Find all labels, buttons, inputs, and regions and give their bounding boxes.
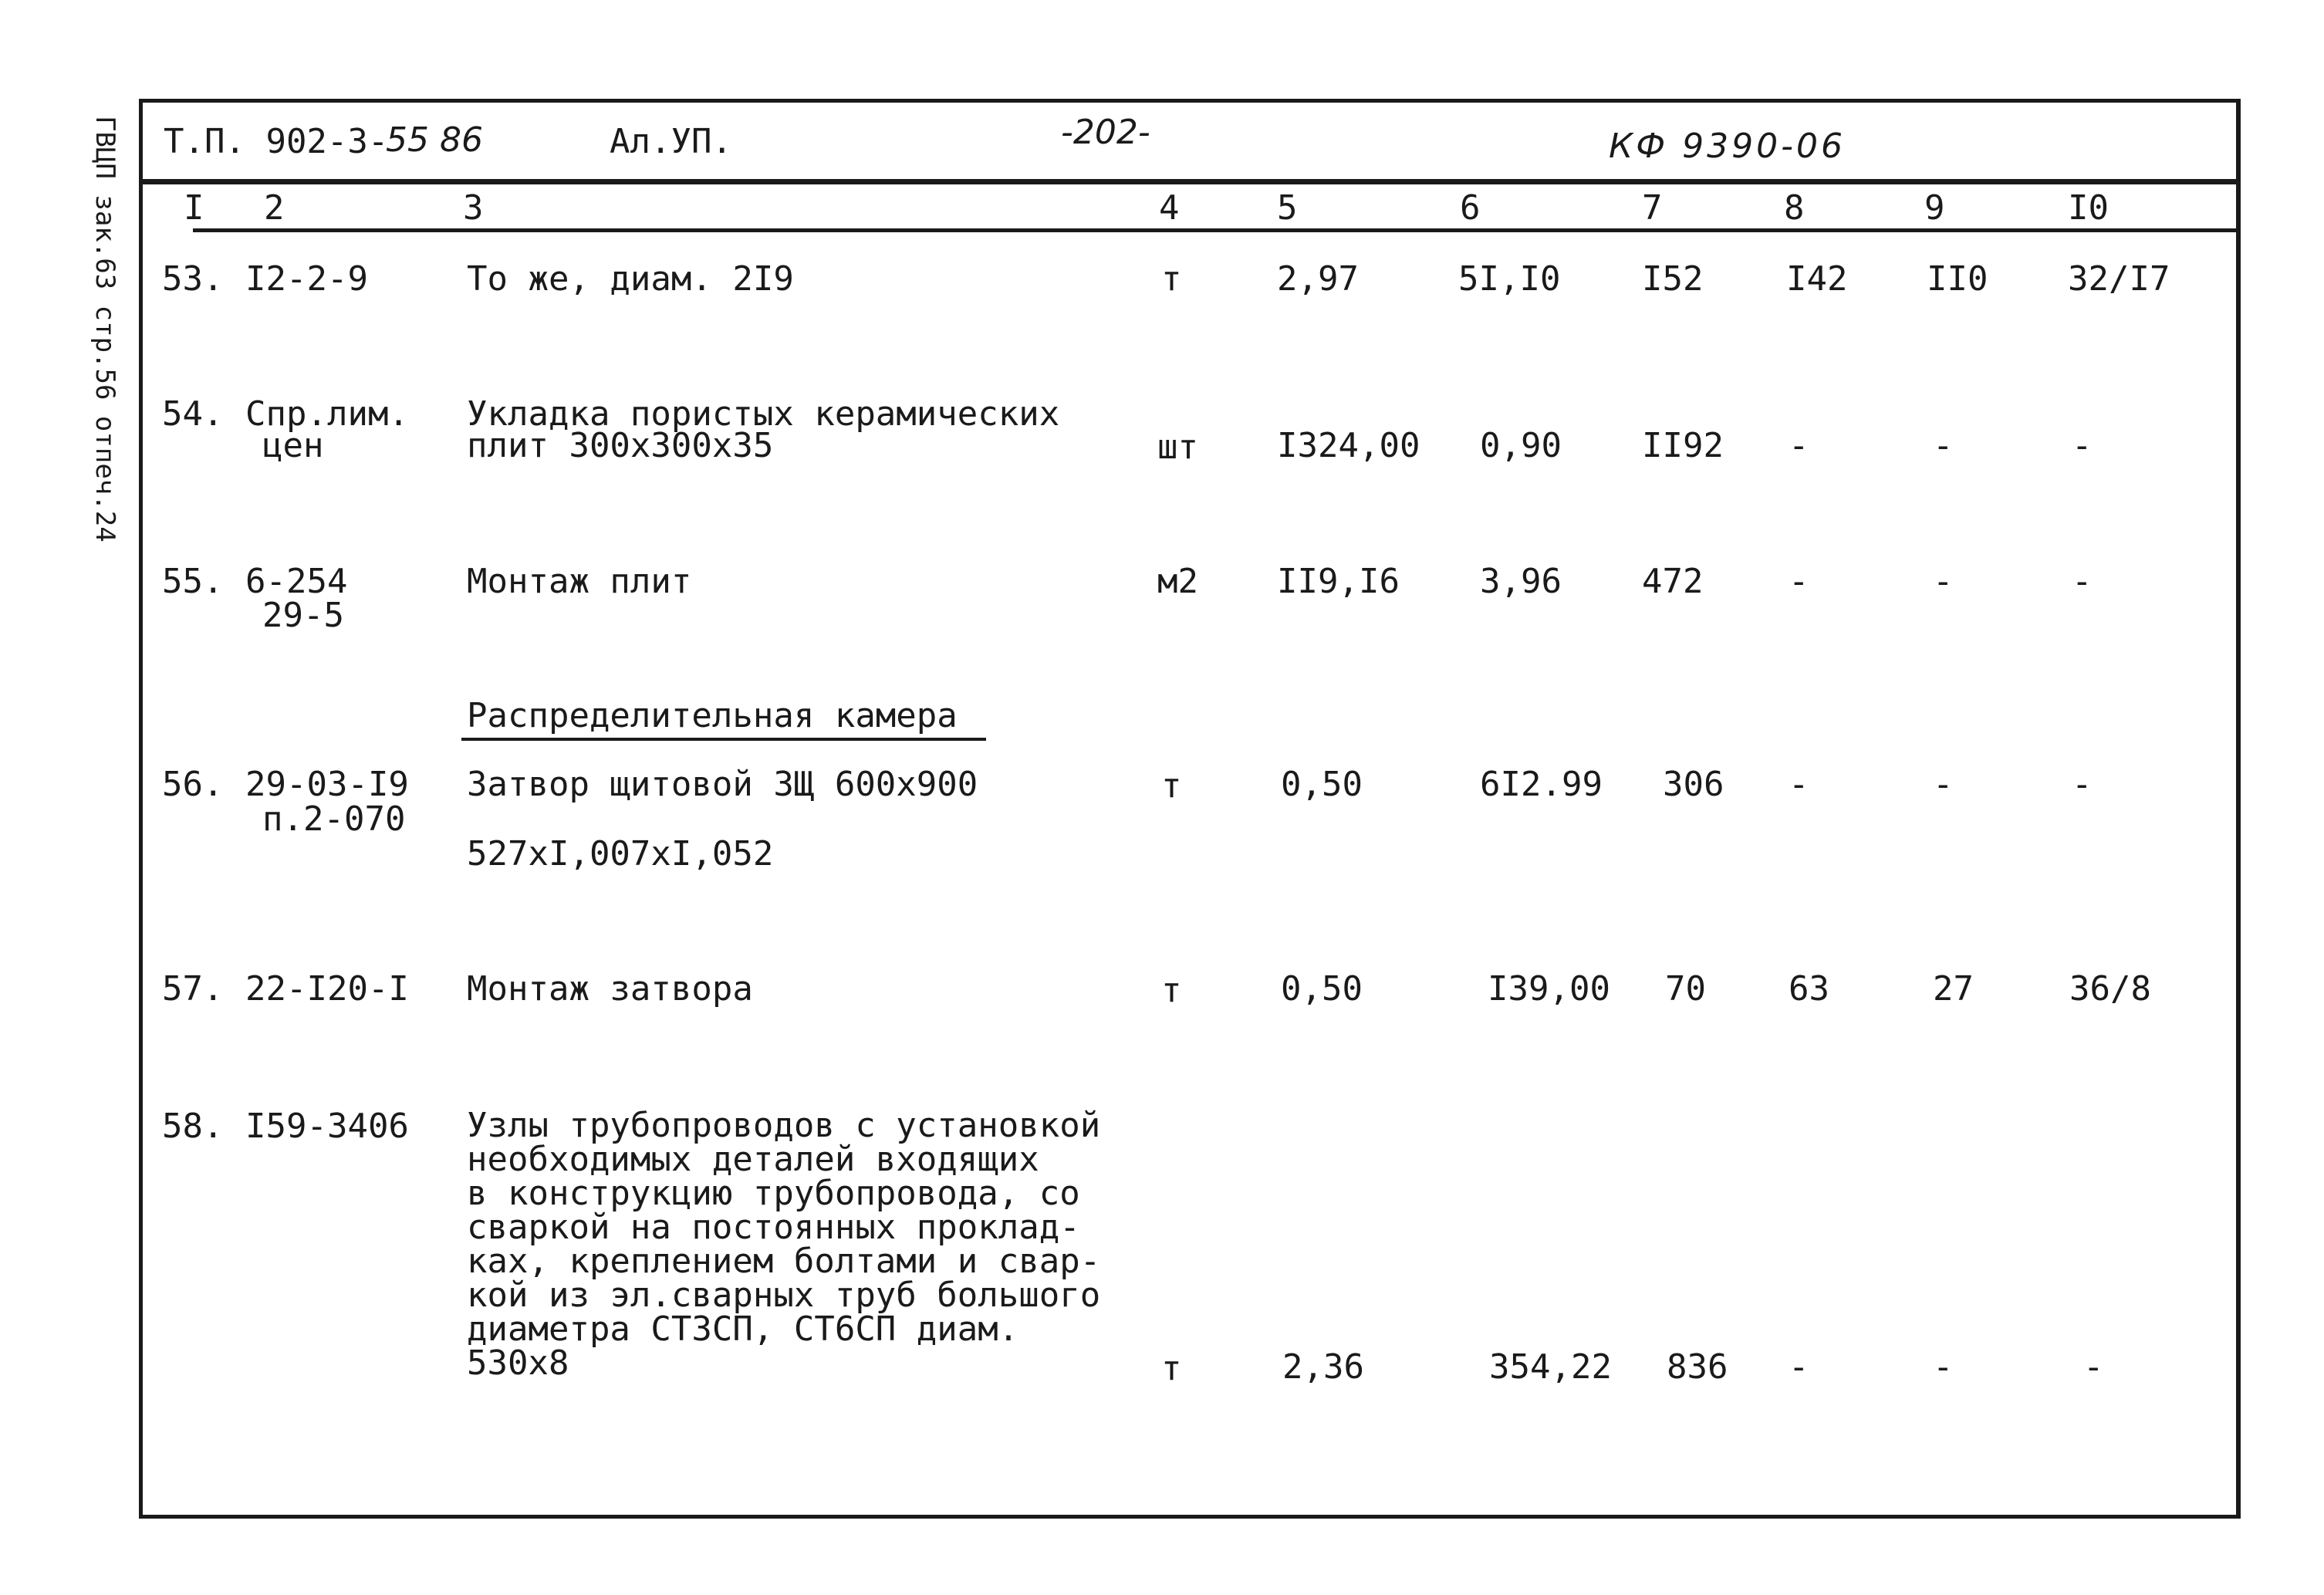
row-55-number: 55. [162,562,224,601]
row-54-col10: - [2072,426,2093,465]
registration-number: КФ 9390-06 [1609,127,1846,166]
row-53-code: I2-2-9 [245,259,368,299]
row-54-col8: - [1789,426,1809,465]
row-53-col8: I42 [1786,259,1848,299]
col-header-6: 6 [1460,188,1481,228]
doc-code: Т.П. 902-3- [164,122,389,161]
row-54-code-line1: Спр.лим. [245,394,409,434]
row-57-code: 22-I20-I [245,969,409,1009]
row-56-description-extra: 527хI,007хI,052 [467,834,774,874]
row-58-description-line2: необходимых деталей входящих [467,1140,1039,1179]
col-header-8: 8 [1784,188,1805,228]
row-56-unit: т [1161,766,1182,806]
col-header-3: 3 [463,188,484,228]
col-header-5: 5 [1277,188,1298,228]
row-58-col10: - [2083,1347,2104,1387]
row-53-col10: 32/I7 [2068,259,2170,299]
col-header-1: I [184,188,204,228]
row-56-code-line1: 29-03-I9 [245,765,409,804]
col-header-2: 2 [264,188,285,228]
row-58-description-line4: сваркой на постоянных проклад- [467,1208,1080,1247]
page-number: -202- [1061,113,1150,152]
row-54-total: II92 [1642,426,1724,465]
row-58-price: 354,22 [1489,1347,1612,1387]
row-56-col9: - [1933,765,1954,804]
row-53-unit: т [1161,259,1182,299]
row-56-number: 56. [162,765,224,804]
row-58-number: 58. [162,1107,224,1146]
row-58-description-line1: Узлы трубопроводов с установкой [467,1106,1101,1145]
row-54-description-line1: Укладка пористых керамических [467,394,1060,434]
row-53-quantity: 2,97 [1277,259,1359,299]
row-57-number: 57. [162,969,224,1009]
row-55-price: 3,96 [1480,562,1562,601]
row-57-quantity: 0,50 [1281,969,1363,1009]
row-57-col8: 63 [1789,969,1829,1009]
table-frame [139,99,2241,1519]
row-58-description-line8: 530х8 [467,1343,569,1383]
col-header-7: 7 [1642,188,1663,228]
row-53-description: То же, диам. 2I9 [467,259,794,299]
row-57-description: Монтаж затвора [467,969,753,1009]
row-56-price: 6I2.99 [1480,765,1603,804]
row-57-price: I39,00 [1488,969,1610,1009]
row-57-col9: 27 [1933,969,1974,1009]
col-header-4: 4 [1159,188,1180,228]
row-57-unit: т [1161,971,1182,1010]
row-55-description: Монтаж плит [467,562,692,601]
row-58-description-line5: ках, креплением болтами и свар- [467,1242,1101,1281]
row-54-col9: - [1933,426,1954,465]
row-56-total: 306 [1663,765,1724,804]
row-58-code: I59-3406 [245,1107,409,1146]
row-55-quantity: II9,I6 [1277,562,1400,601]
col-header-9: 9 [1924,188,1945,228]
row-54-description-line2: плит 300х300х35 [467,426,774,465]
row-56-description: Затвор щитовой ЗЩ 600х900 [467,765,978,804]
row-56-quantity: 0,50 [1281,765,1363,804]
row-58-unit: т [1161,1349,1182,1388]
row-54-unit: шт [1157,427,1198,467]
row-55-total: 472 [1642,562,1704,601]
row-55-code-line1: 6-254 [245,562,348,601]
row-55-col9: - [1933,562,1954,601]
row-58-col8: - [1789,1347,1809,1387]
row-58-description-line3: в конструкцию трубопровода, со [467,1174,1080,1213]
row-54-number: 54. [162,394,224,434]
row-58-total: 836 [1667,1347,1728,1387]
row-58-quantity: 2,36 [1282,1347,1364,1387]
section-heading: Распределительная камера [467,696,958,735]
row-58-description-line6: кой из эл.сварных труб большого [467,1276,1101,1315]
album-label: Ал.УП. [610,122,732,161]
row-58-col9: - [1933,1347,1954,1387]
row-56-col10: - [2072,765,2093,804]
header-divider [139,179,2241,184]
row-53-col9: II0 [1927,259,1988,299]
row-53-price: 5I,I0 [1458,259,1561,299]
row-55-unit: м2 [1157,562,1198,601]
side-note: ГВЦП зак.63 стр.56 отпеч.24 [90,116,120,542]
row-53-number: 53. [162,259,224,299]
row-54-code-line2: цен [262,426,324,465]
section-underline [461,738,986,741]
doc-code-handwritten: 55 86 [386,120,483,160]
row-56-col8: - [1789,765,1809,804]
row-55-code-line2: 29-5 [262,596,344,635]
column-header-divider [193,228,2241,232]
row-58-description-line7: диаметра СТ3СП, СТ6СП диам. [467,1309,1019,1349]
row-56-code-line2: п.2-070 [262,799,406,839]
row-53-total: I52 [1642,259,1704,299]
col-header-10: I0 [2068,188,2109,228]
row-55-col8: - [1789,562,1809,601]
row-57-col10: 36/8 [2069,969,2151,1009]
row-57-total: 70 [1665,969,1706,1009]
row-54-price: 0,90 [1480,426,1562,465]
row-55-col10: - [2072,562,2093,601]
row-54-quantity: I324,00 [1277,426,1420,465]
